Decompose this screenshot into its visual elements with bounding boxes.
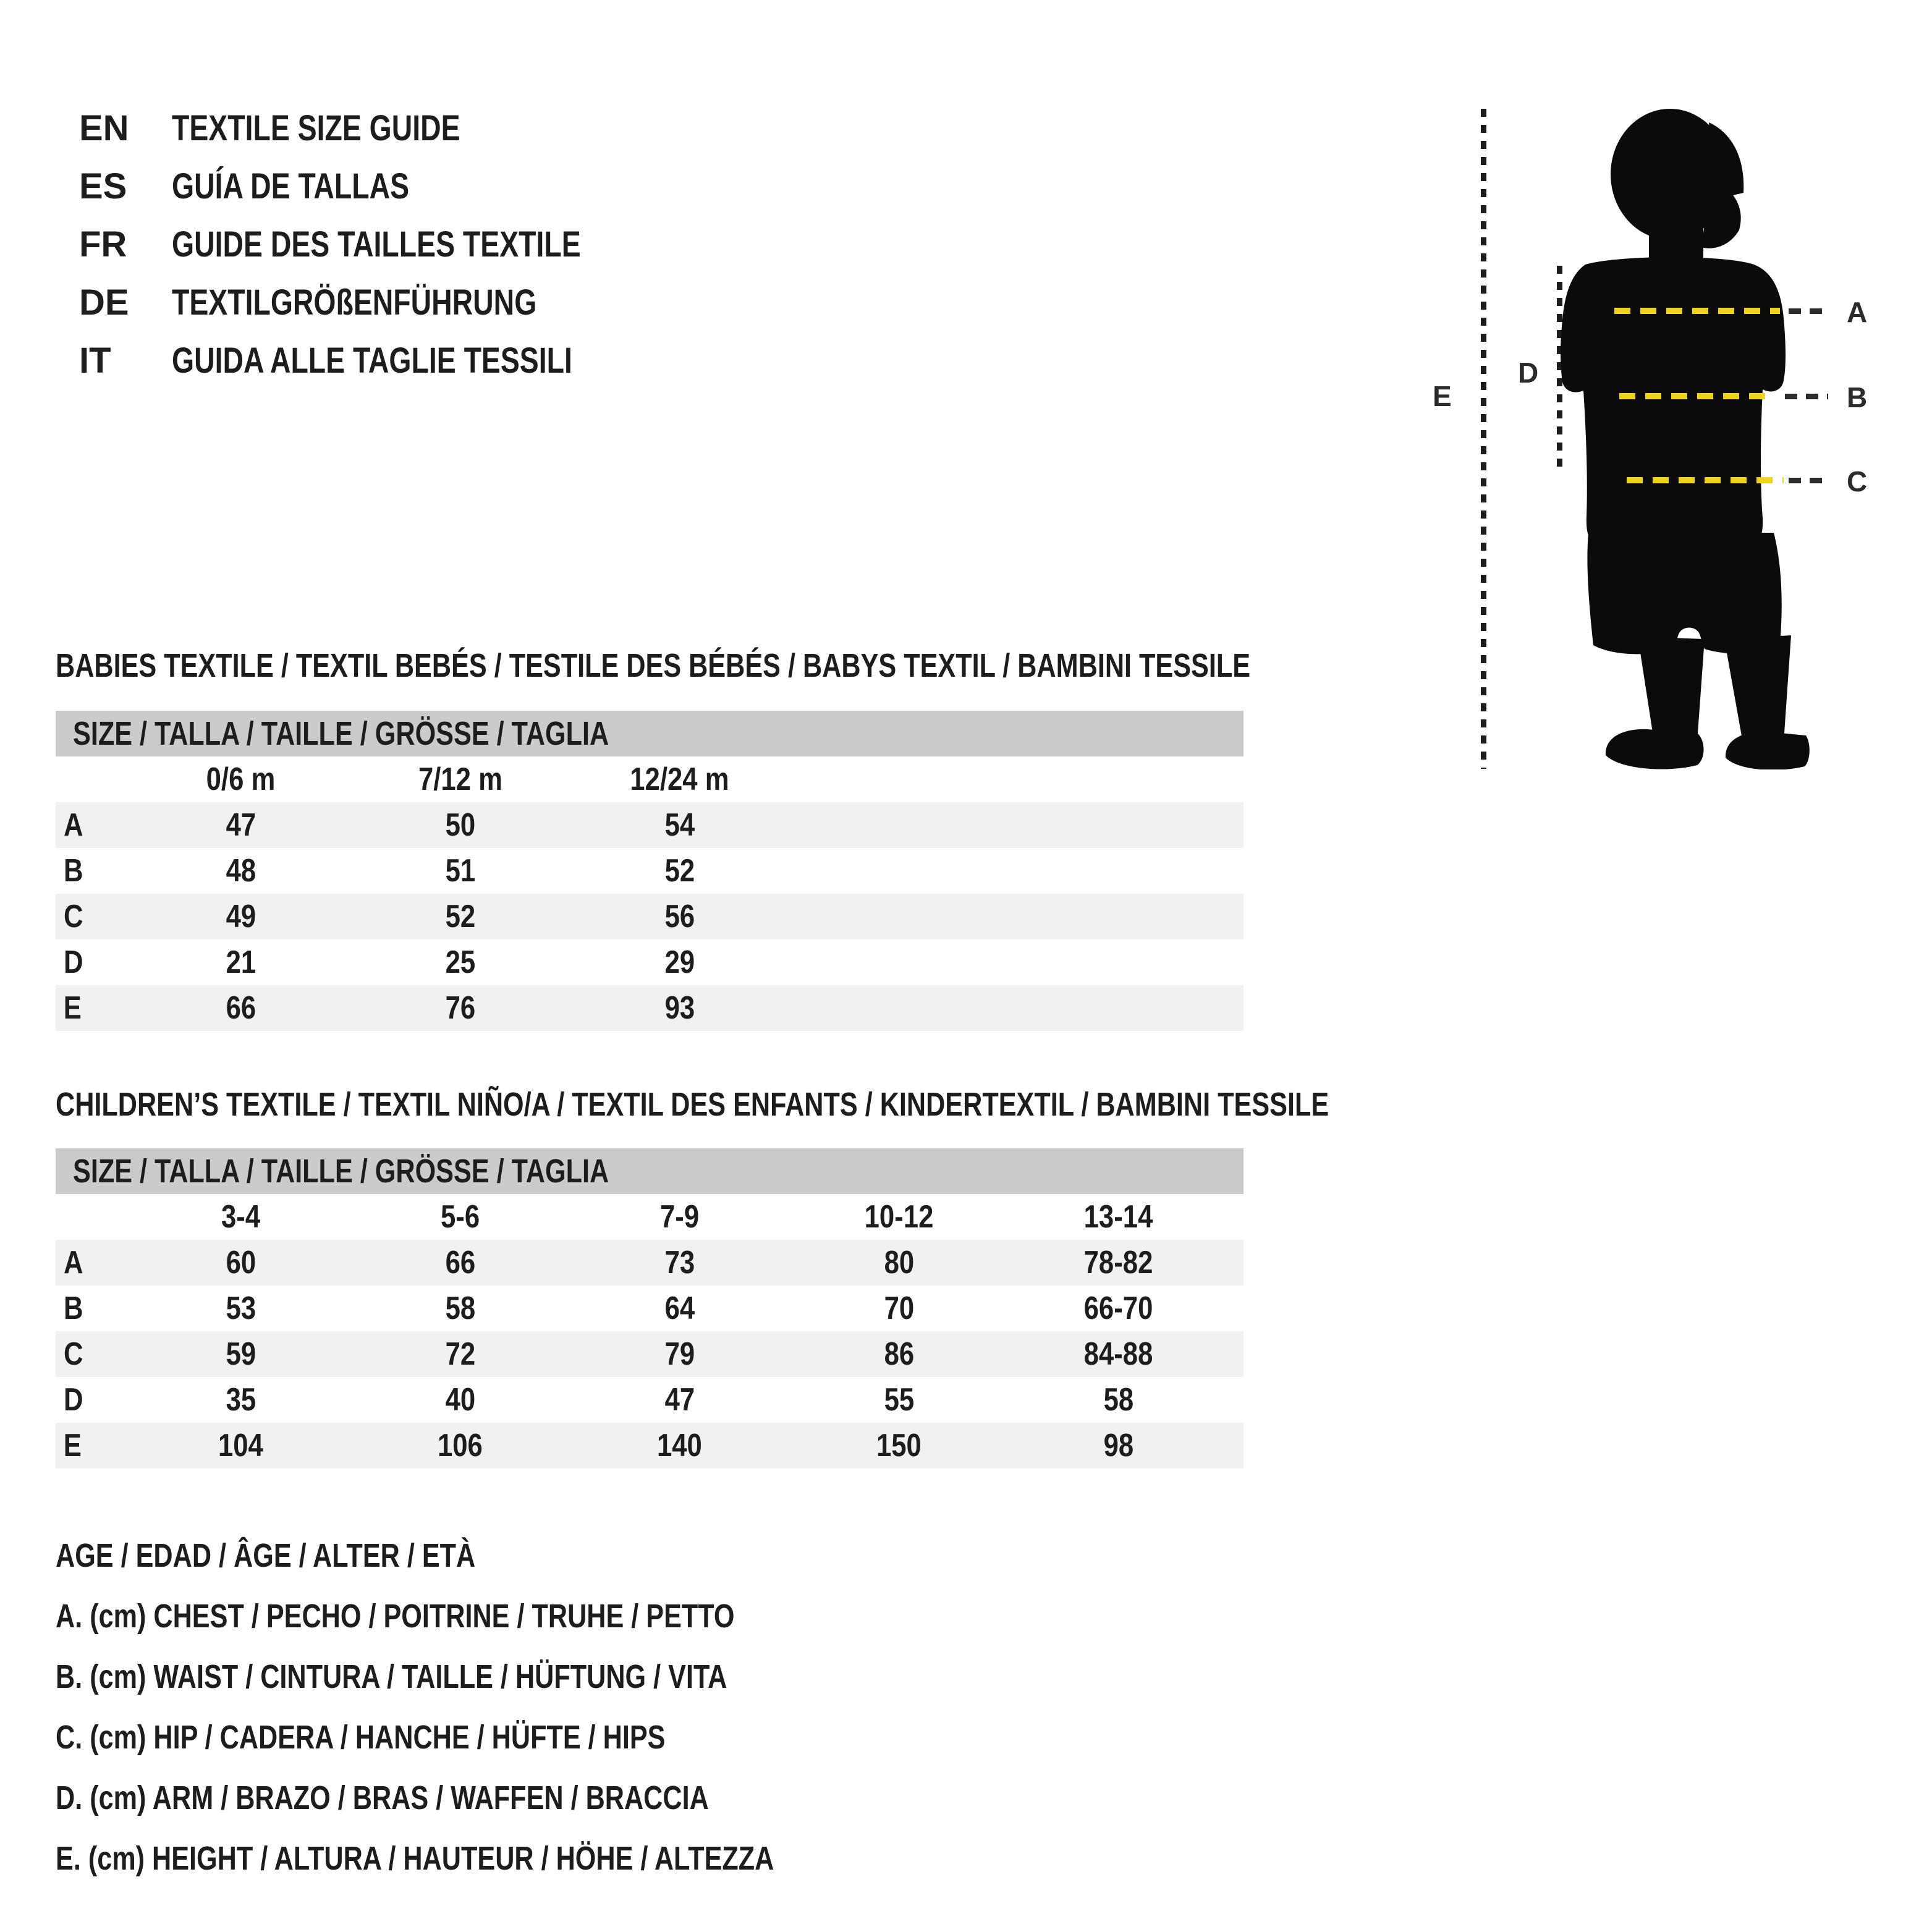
babies-column-header-row bbox=[56, 756, 1244, 802]
cell: 150 bbox=[876, 1428, 922, 1464]
row-label: A bbox=[64, 807, 83, 843]
babies-size-header-bar bbox=[56, 711, 1244, 756]
cell: 40 bbox=[445, 1382, 475, 1418]
chest-line-dark bbox=[1789, 308, 1829, 314]
cell: 70 bbox=[884, 1290, 914, 1326]
lang-row-fr bbox=[79, 215, 683, 273]
table-row bbox=[56, 1240, 1244, 1286]
row-label: B bbox=[64, 1290, 83, 1326]
lang-code: IT bbox=[79, 340, 111, 381]
cell: 54 bbox=[664, 807, 695, 843]
measurement-legend bbox=[56, 1525, 954, 1889]
cell: 86 bbox=[884, 1336, 914, 1372]
left-leg bbox=[1638, 637, 1705, 742]
lang-code: DE bbox=[79, 282, 129, 323]
cell: 104 bbox=[218, 1428, 263, 1464]
cell: 25 bbox=[445, 944, 475, 980]
lang-row-de bbox=[79, 273, 683, 331]
legend-waist-line: B. (cm) WAIST / CINTURA / TAILLE / HÜFTUNG / VITA bbox=[56, 1658, 727, 1695]
row-label: D bbox=[64, 1382, 83, 1418]
cell: 84-88 bbox=[1083, 1336, 1153, 1372]
measure-label-b: B bbox=[1847, 381, 1868, 413]
table-row bbox=[56, 1286, 1244, 1331]
babies-size-header-text: SIZE / TALLA / TAILLE / GRÖSSE / TAGLIA bbox=[73, 715, 609, 752]
cell: 78-82 bbox=[1083, 1245, 1153, 1281]
row-label: E bbox=[63, 1428, 82, 1464]
table-row bbox=[56, 848, 1244, 894]
table-row bbox=[56, 1423, 1244, 1468]
hip-line-dark bbox=[1789, 478, 1828, 483]
children-size-table bbox=[56, 1194, 1244, 1468]
cell: 66-70 bbox=[1083, 1290, 1153, 1326]
waist-line-dark bbox=[1785, 394, 1828, 399]
cell: 80 bbox=[884, 1245, 914, 1281]
babies-col-header: 7/12 m bbox=[418, 761, 502, 797]
babies-col-header: 12/24 m bbox=[630, 761, 729, 797]
row-label: C bbox=[64, 1336, 83, 1372]
guide-title-it: GUIDA ALLE TAGLIE TESSILI bbox=[172, 340, 572, 381]
cell: 35 bbox=[226, 1382, 256, 1418]
waist-line-yellow bbox=[1619, 393, 1775, 399]
row-label: B bbox=[64, 853, 83, 889]
cell: 66 bbox=[445, 1245, 475, 1281]
legend-age-line: AGE / EDAD / ÂGE / ALTER / ETÀ bbox=[56, 1537, 476, 1574]
table-row bbox=[56, 1331, 1244, 1377]
cell: 98 bbox=[1103, 1428, 1133, 1464]
table-row bbox=[56, 1377, 1244, 1423]
lang-code: EN bbox=[79, 108, 129, 148]
cell: 51 bbox=[445, 853, 475, 889]
table-row bbox=[56, 894, 1244, 939]
legend-chest-line: A. (cm) CHEST / PECHO / POITRINE / TRUHE / PETTO bbox=[56, 1598, 735, 1635]
lang-code: FR bbox=[79, 224, 127, 265]
cell: 50 bbox=[445, 807, 475, 843]
table-row bbox=[56, 802, 1244, 848]
children-col-header: 7-9 bbox=[659, 1199, 700, 1235]
row-label: E bbox=[63, 990, 82, 1026]
hip-line-yellow bbox=[1627, 477, 1784, 483]
row-label: C bbox=[64, 899, 83, 934]
cell: 93 bbox=[664, 990, 695, 1026]
children-size-header-text: SIZE / TALLA / TAILLE / GRÖSSE / TAGLIA bbox=[73, 1153, 609, 1190]
right-leg bbox=[1724, 635, 1791, 743]
babies-col-header: 0/6 m bbox=[206, 761, 276, 797]
child-silhouette-shapes bbox=[1561, 109, 1810, 769]
children-section-title bbox=[56, 1083, 1647, 1126]
lang-code: ES bbox=[79, 166, 127, 206]
children-column-header-row bbox=[56, 1194, 1244, 1240]
cell: 56 bbox=[664, 899, 695, 934]
table-row bbox=[56, 985, 1244, 1031]
cell: 55 bbox=[884, 1382, 914, 1418]
shorts bbox=[1587, 533, 1781, 654]
child-silhouette bbox=[1527, 105, 1811, 769]
cell: 73 bbox=[664, 1245, 695, 1281]
cell: 58 bbox=[445, 1290, 475, 1326]
cell: 58 bbox=[1103, 1382, 1133, 1418]
left-shoe bbox=[1606, 729, 1704, 769]
chest-line-yellow bbox=[1614, 308, 1780, 314]
measure-label-d: D bbox=[1518, 357, 1539, 389]
cell: 52 bbox=[664, 853, 695, 889]
tshirt bbox=[1561, 257, 1786, 557]
children-section-title-text: CHILDREN’S TEXTILE / TEXTIL NIÑO/A / TEXTIL DES ENFANTS / KINDERTEXTIL / BAMBINI TESSILE bbox=[56, 1086, 1329, 1123]
children-col-header: 10-12 bbox=[864, 1199, 934, 1235]
children-col-header: 13-14 bbox=[1083, 1199, 1153, 1235]
right-shoe bbox=[1726, 732, 1810, 769]
cell: 59 bbox=[226, 1336, 256, 1372]
cell: 79 bbox=[664, 1336, 695, 1372]
lang-row-es bbox=[79, 157, 683, 215]
cell: 47 bbox=[664, 1382, 695, 1418]
cell: 53 bbox=[226, 1290, 256, 1326]
cell: 29 bbox=[664, 944, 695, 980]
children-col-header: 5-6 bbox=[440, 1199, 480, 1235]
babies-size-table bbox=[56, 756, 1244, 1031]
cell: 140 bbox=[657, 1428, 702, 1464]
cell: 60 bbox=[226, 1245, 256, 1281]
cell: 49 bbox=[226, 899, 256, 934]
row-label: D bbox=[64, 944, 83, 980]
lang-row-it bbox=[79, 331, 683, 389]
cell: 52 bbox=[445, 899, 475, 934]
cell: 72 bbox=[445, 1336, 475, 1372]
measure-label-a: A bbox=[1847, 296, 1868, 328]
guide-title-es: GUÍA DE TALLAS bbox=[172, 166, 410, 206]
babies-section-title-text: BABIES TEXTILE / TEXTIL BEBÉS / TESTILE DES BÉBÉS / BABYS TEXTIL / BAMBINI TESSILE bbox=[56, 647, 1251, 684]
cell: 47 bbox=[226, 807, 256, 843]
guide-title-fr: GUIDE DES TAILLES TEXTILE bbox=[172, 224, 581, 265]
cell: 106 bbox=[438, 1428, 483, 1464]
children-col-header: 3-4 bbox=[221, 1199, 261, 1235]
row-label: A bbox=[64, 1245, 83, 1281]
cell: 21 bbox=[226, 944, 256, 980]
language-title-list bbox=[79, 99, 683, 389]
cell: 76 bbox=[445, 990, 475, 1026]
babies-section-title bbox=[56, 644, 1549, 687]
legend-arm-line: D. (cm) ARM / BRAZO / BRAS / WAFFEN / BRACCIA bbox=[56, 1779, 709, 1816]
legend-height-line: E. (cm) HEIGHT / ALTURA / HAUTEUR / HÖHE / ALTEZZA bbox=[56, 1840, 774, 1877]
measure-label-c: C bbox=[1847, 465, 1868, 498]
cell: 66 bbox=[226, 990, 256, 1026]
cell: 48 bbox=[226, 853, 256, 889]
cell: 64 bbox=[664, 1290, 695, 1326]
legend-hip-line: C. (cm) HIP / CADERA / HANCHE / HÜFTE / HIPS bbox=[56, 1719, 666, 1756]
measure-label-e: E bbox=[1433, 380, 1452, 412]
children-size-header-bar bbox=[56, 1148, 1244, 1194]
table-row bbox=[56, 939, 1244, 985]
guide-title-en: TEXTILE SIZE GUIDE bbox=[172, 108, 460, 148]
guide-title-de: TEXTILGRÖßENFÜHRUNG bbox=[172, 282, 537, 323]
lang-row-en bbox=[79, 99, 683, 157]
